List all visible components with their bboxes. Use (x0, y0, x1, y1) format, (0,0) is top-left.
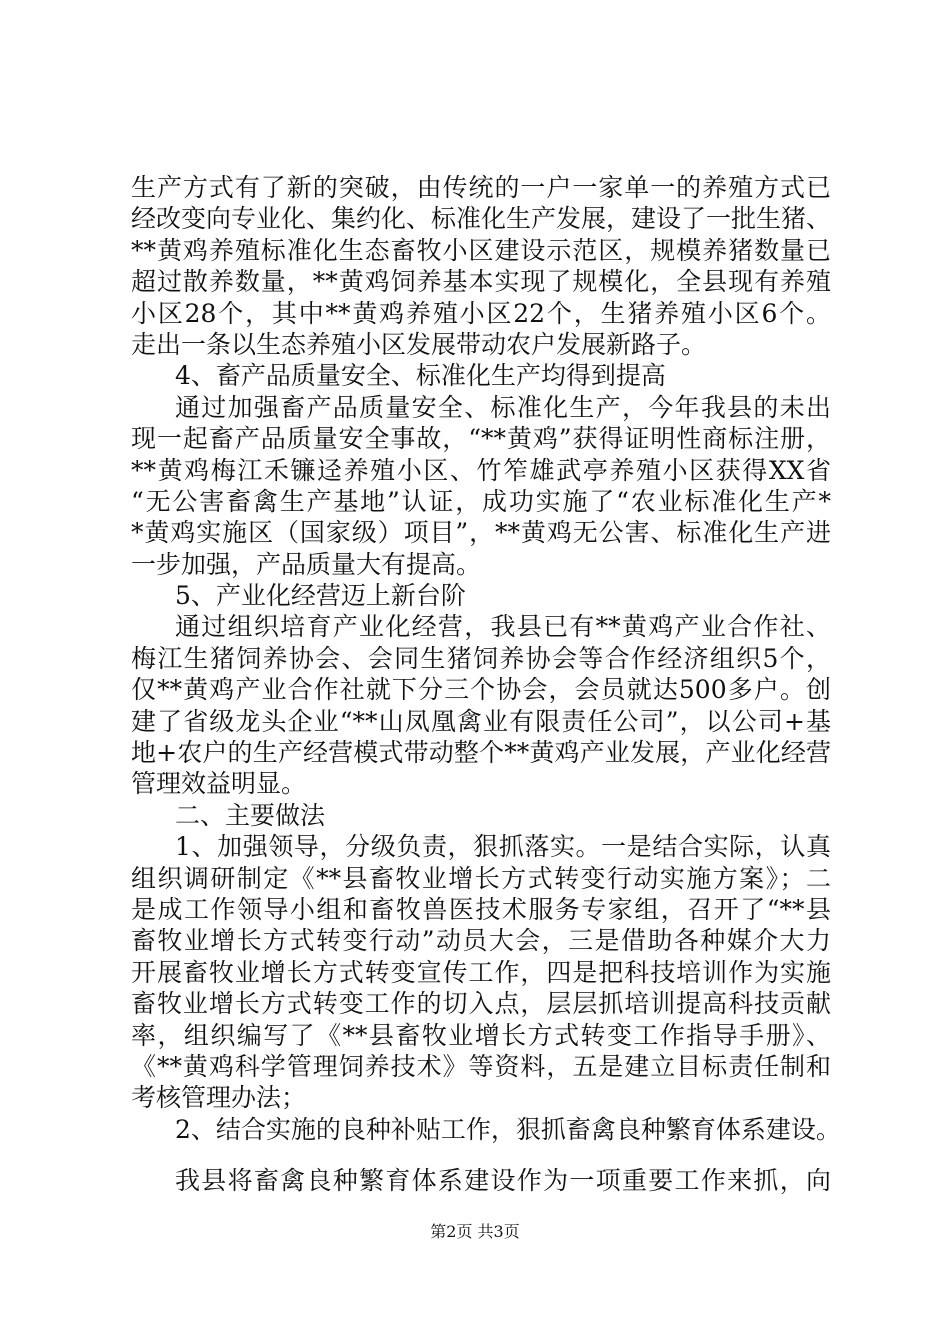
text-line: 建了省级龙头企业“**山凤凰禽业有限责任公司”，以公司+基 (131, 706, 831, 736)
text-line: 开展畜牧业增长方式转变宣传工作，四是把科技培训作为实施 (131, 957, 831, 987)
document-body (131, 172, 841, 1197)
text-line: 畜牧业增长方式转变行动”动员大会，三是借助各种媒介大力 (131, 926, 831, 956)
text-line: 小区28个，其中**黄鸡养殖小区22个，生猪养殖小区6个。 (131, 298, 831, 328)
text-line: 通过加强畜产品质量安全、标准化生产，今年我县的未出 (175, 392, 831, 422)
text-line: 1、加强领导，分级负责，狠抓落实。一是结合实际，认真 (175, 832, 831, 862)
text-line: 是成工作领导小组和畜牧兽医技术服务专家组，召开了“**县 (131, 894, 831, 924)
text-line: 生产方式有了新的突破，由传统的一户一家单一的养殖方式已 (131, 173, 831, 202)
text-line: 4、畜产品质量安全、标准化生产均得到提高 (175, 361, 666, 391)
text-line: 组织调研制定《**县畜牧业增长方式转变行动实施方案》；二 (131, 863, 831, 893)
text-line: 梅江生猪饲养协会、会同生猪饲养协会等合作经济组织5个， (131, 643, 831, 673)
text-line: 二、主要做法 (175, 800, 326, 830)
text-line: 管理效益明显。 (131, 769, 307, 799)
text-line: **黄鸡梅江禾镰迳养殖小区、竹笮雄武亭养殖小区获得XX省 (131, 455, 831, 485)
text-line: “无公害畜禽生产基地”认证，成功实施了“农业标准化生产* (131, 486, 831, 516)
text-line: 率，组织编写了《**县畜牧业增长方式转变工作指导手册》、 (131, 1020, 831, 1050)
text-line: 地+农户的生产经营模式带动整个**黄鸡产业发展，产业化经营 (131, 738, 831, 768)
text-line: 《**黄鸡科学管理饲养技术》等资料，五是建立目标责任制和 (131, 1051, 831, 1081)
text-line: 2、结合实施的良种补贴工作，狠抓畜禽良种繁育体系建设。 (175, 1114, 841, 1144)
page-footer: 第2页 共3页 (430, 1222, 520, 1241)
text-line: 通过组织培育产业化经营，我县已有**黄鸡产业合作社、 (175, 612, 831, 642)
text-line: 考核管理办法； (131, 1083, 307, 1113)
text-line: 走出一条以生态养殖小区发展带动农户发展新路子。 (131, 329, 707, 359)
text-line: 超过散养数量，**黄鸡饲养基本实现了规模化，全县现有养殖 (131, 267, 831, 297)
text-line: 畜牧业增长方式转变工作的切入点，层层抓培训提高科技贡献 (131, 989, 831, 1019)
text-line: 5、产业化经营迈上新台阶 (175, 581, 466, 611)
text-line: 经改变向专业化、集约化、标准化生产发展，建设了一批生猪、 (131, 204, 832, 234)
text-line: 一步加强，产品质量大有提高。 (131, 549, 482, 579)
text-line: *黄鸡实施区（国家级）项目”，**黄鸡无公害、标准化生产进 (131, 518, 831, 548)
text-line: **黄鸡养殖标准化生态畜牧小区建设示范区，规模养猪数量已 (131, 235, 831, 265)
text-line: 我县将畜禽良种繁育体系建设作为一项重要工作来抓，向 (175, 1166, 831, 1196)
text-line: 现一起畜产品质量安全事故，“**黄鸡”获得证明性商标注册， (131, 424, 831, 454)
text-line: 仅**黄鸡产业合作社就下分三个协会，会员就达500多户。创 (131, 675, 831, 705)
